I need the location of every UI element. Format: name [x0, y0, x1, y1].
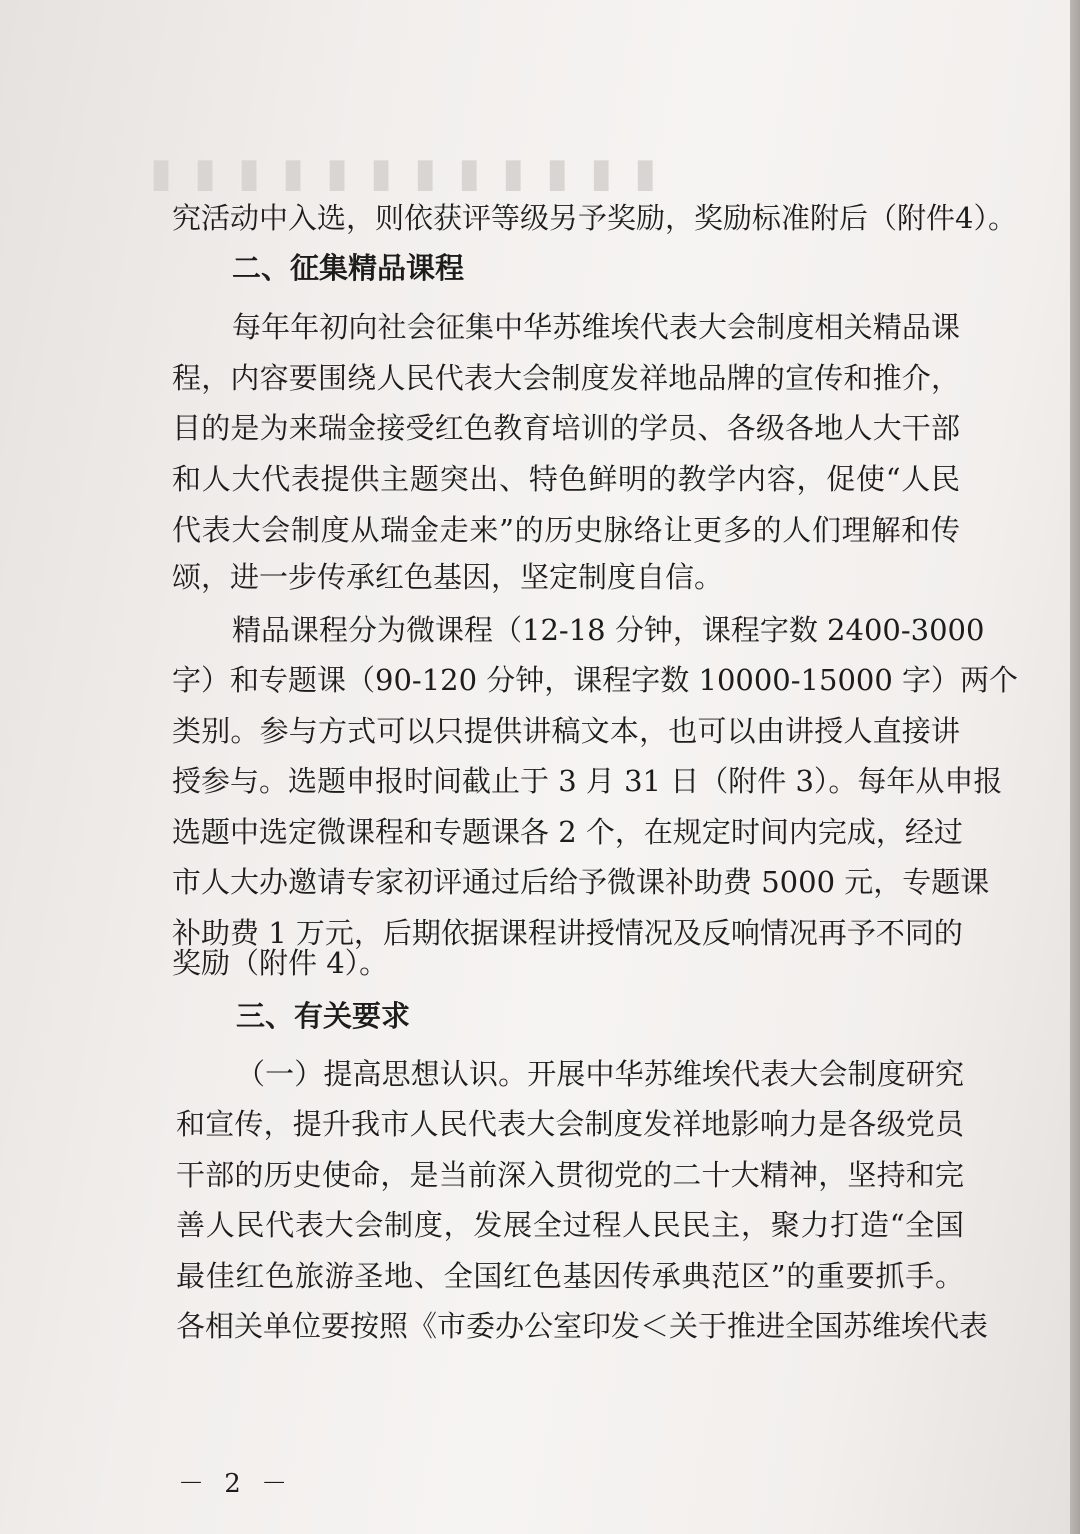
text-line: 究活动中入选，则依获评等级另予奖励，奖励标准附后（附件4）。	[172, 201, 1017, 235]
text-line: 最佳红色旅游圣地、全国红色基因传承典范区”的重要抓手。	[176, 1259, 964, 1293]
text-line: 干部的历史使命，是当前深入贯彻党的二十大精神，坚持和完	[176, 1158, 964, 1192]
section-heading: 三、有关要求	[236, 999, 411, 1033]
text-line: 和人大代表提供主题突出、特色鲜明的教学内容，促使“人民	[172, 462, 960, 496]
text-line: 每年年初向社会征集中华苏维埃代表大会制度相关精品课	[232, 310, 960, 344]
text-line: 代表大会制度从瑞金走来”的历史脉络让更多的人们理解和传	[172, 513, 960, 547]
text-line: 程，内容要围绕人民代表大会制度发祥地品牌的宣传和推介，	[172, 361, 960, 395]
section-heading: 二、征集精品课程	[232, 251, 465, 285]
text-line: 目的是为来瑞金接受红色教育培训的学员、各级各地人大干部	[172, 411, 960, 445]
show-through-text: ▮▮▮▮▮▮▮▮▮▮▮▮	[150, 150, 679, 196]
text-line: 颂，进一步传承红色基因，坚定制度自信。	[172, 560, 724, 594]
text-line: 奖励（附件 4）。	[172, 946, 389, 980]
text-line: 市人大办邀请专家初评通过后给予微课补助费 5000 元，专题课	[172, 865, 990, 899]
page-number: － 2 －	[178, 1469, 294, 1499]
text-line: 各相关单位要按照《市委办公室印发＜关于推进全国苏维埃代表	[176, 1309, 989, 1343]
page-edge-shadow	[1070, 0, 1080, 1534]
text-line: 精品课程分为微课程（12-18 分钟，课程字数 2400-3000	[232, 613, 985, 647]
text-line: 类别。参与方式可以只提供讲稿文本，也可以由讲授人直接讲	[172, 714, 960, 748]
text-line: 补助费 1 万元，后期依据课程讲授情况及反响情况再予不同的	[172, 916, 963, 950]
text-line: 授参与。选题申报时间截止于 3 月 31 日（附件 3）。每年从申报	[172, 764, 1003, 798]
text-line: 字）和专题课（90-120 分钟，课程字数 10000-15000 字）两个	[172, 663, 1019, 697]
text-line: 选题中选定微课程和专题课各 2 个，在规定时间内完成，经过	[172, 815, 963, 849]
text-line: 善人民代表大会制度，发展全过程人民民主，聚力打造“全国	[176, 1208, 964, 1242]
text-line: 和宣传，提升我市人民代表大会制度发祥地影响力是各级党员	[176, 1107, 964, 1141]
text-line: （一）提高思想认识。开展中华苏维埃代表大会制度研究	[236, 1057, 964, 1091]
